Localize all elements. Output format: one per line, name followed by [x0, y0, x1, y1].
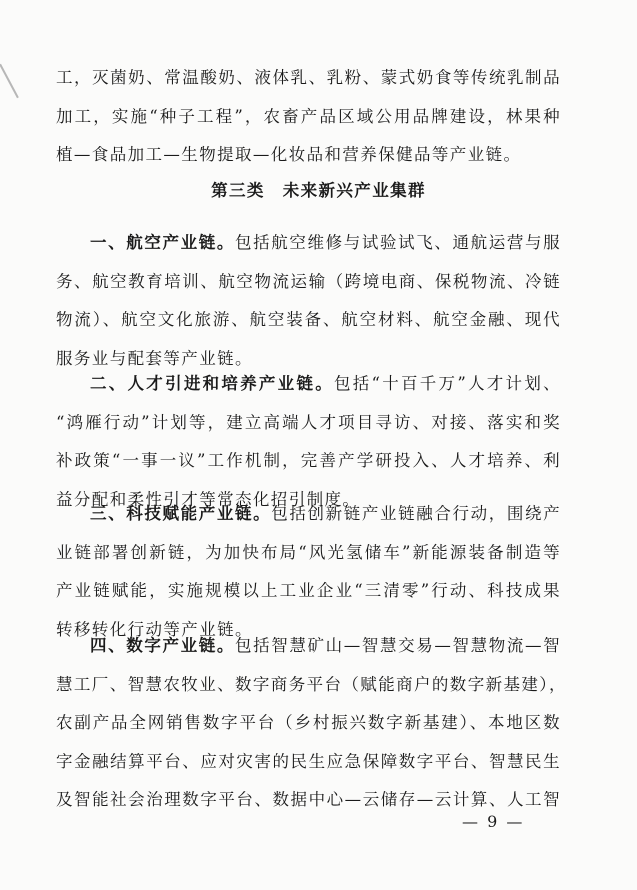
text-line: 物流）、航空文化旅游、航空装备、航空材料、航空金融、现代 — [56, 310, 561, 329]
text-line: 益分配和柔性引才等常态化招引制度。 — [56, 489, 361, 509]
text-line: 及智能社会治理数字平台、数据中心—云储存—云计算、人工智 — [56, 790, 561, 809]
text-line: 植—食品加工—生物提取—化妆品和营养保健品等产业链。 — [56, 145, 522, 164]
text-line — [56, 365, 561, 404]
text-line: “鸿雁行动”计划等，建立高端人才项目寻访、对接、落实和奖 — [56, 412, 561, 432]
paragraph-title: 四、数字产业链。 — [90, 636, 235, 655]
text-line: 业链部署创新链，为加快布局“风光氢储车”新能源装备制造等 — [56, 542, 561, 562]
text-line — [56, 495, 561, 534]
text-line: 补政策“一事一议”工作机制，完善产学研投入、人才培养、利 — [56, 451, 561, 470]
aviation-paragraph — [56, 224, 561, 378]
text-line: 工，灭菌奶、常温酸奶、液体乳、乳粉、蒙式奶食等传统乳制品 — [56, 68, 561, 87]
paragraph-text: 包括创新链产业链融合行动，围绕产 — [271, 504, 562, 523]
text-line — [56, 627, 561, 666]
paragraph-title: 三、科技赋能产业链。 — [90, 504, 272, 523]
text-line: 慧工厂、智慧农牧业、数字商务平台（赋能商户的数字新基建）， — [56, 674, 567, 694]
intro-paragraph — [56, 59, 561, 175]
text-line: 务、航空教育培训、航空物流运输（跨境电商、保税物流、冷链 — [56, 271, 561, 291]
paragraph-title: 二、人才引进和培养产业链。 — [90, 374, 334, 393]
text-line: 字金融结算平台、应对灾害的民生应急保障数字平台、智慧民生 — [56, 751, 561, 771]
section-heading: 第三类 未来新兴产业集群 — [211, 181, 426, 200]
text-line: 加工，实施“种子工程”，农畜产品区域公用品牌建设，林果种 — [56, 106, 561, 126]
tech-paragraph — [56, 495, 561, 649]
page-number: — 9 — — [462, 812, 525, 831]
digital-paragraph — [56, 627, 567, 820]
text-line: 产业链赋能，实施规模以上工业企业“三清零”行动、科技成果 — [56, 581, 561, 600]
scan-artifact-mark — [0, 64, 19, 98]
text-line — [56, 224, 561, 263]
text-line: 服务业与配套等产业链。 — [56, 348, 253, 368]
paragraph-text: 包括智慧矿山—智慧交易—智慧物流—智 — [235, 636, 562, 655]
text-line: 转移转化行动等产业链。 — [56, 619, 253, 639]
text-line: 农副产品全网销售数字平台（乡村振兴数字新基建）、本地区数 — [56, 713, 561, 732]
paragraph-text: 包括“十百千万”人才计划、 — [334, 374, 561, 393]
paragraph-text: 包括航空维修与试验试飞、通航运营与服 — [235, 233, 562, 252]
paragraph-title: 一、航空产业链。 — [90, 233, 235, 252]
